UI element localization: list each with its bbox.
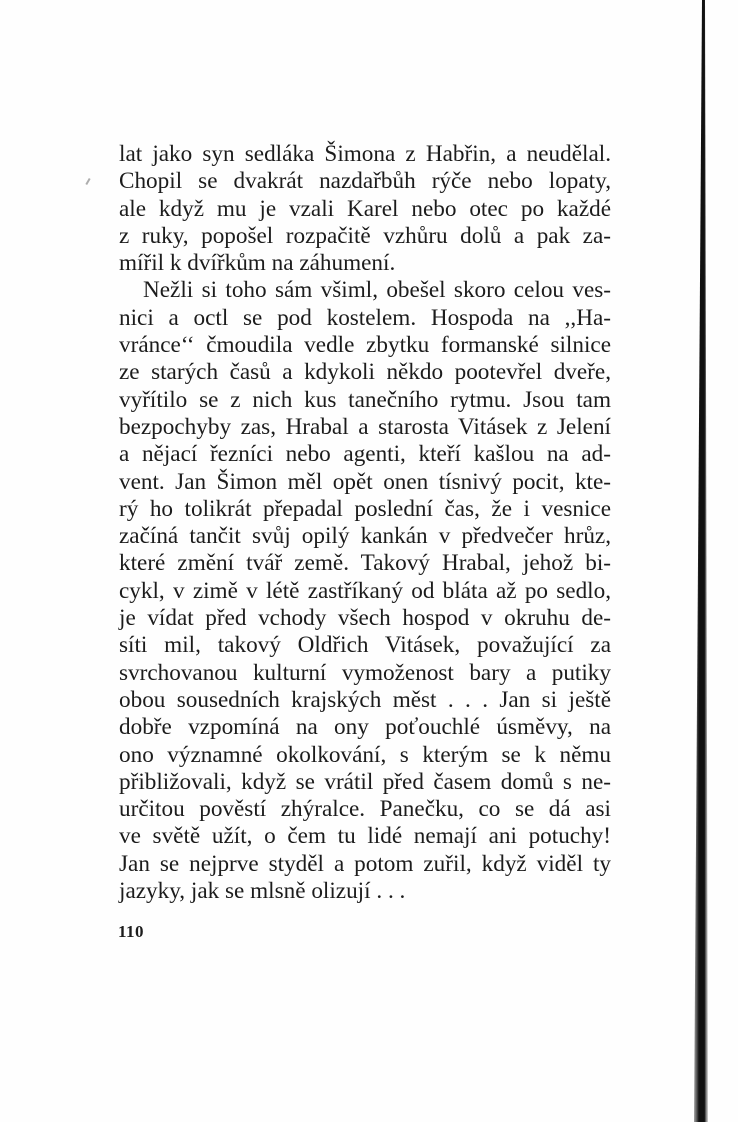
body-text <box>119 141 611 905</box>
text-line: nici a octl se pod kostelem. Hospoda na ,,Ha- <box>119 304 611 331</box>
text-line: je vídat před vchody všech hospod v okruhu de- <box>119 605 611 632</box>
text-line: začíná tančit svůj opilý kankán v předvečer hrůz, <box>119 523 611 550</box>
text-line: mířil k dvířkům na záhumení. <box>119 250 396 277</box>
text-line: přibližovali, když se vrátil před časem domů s ne- <box>119 768 611 795</box>
text-line: vyřítilo se z nich kus tanečního rytmu. Jsou tam <box>119 386 611 413</box>
margin-pencil-mark <box>85 178 90 185</box>
text-line: z ruky, popošel rozpačitě vzhůru dolů a pak za- <box>119 222 611 249</box>
text-line: lat jako syn sedláka Šimona z Habřin, a neudělal. <box>119 141 611 167</box>
page-number: 110 <box>118 922 145 941</box>
text-line: obou sousedních krajských měst . . . Jan si ještě <box>119 686 611 713</box>
paragraph-1 <box>119 141 611 277</box>
text-line: a nějací řezníci nebo agenti, kteří kašlou na ad- <box>119 441 611 468</box>
text-line: Nežli si toho sám všiml, obešel skoro celou ves- <box>143 277 611 304</box>
text-line: určitou pověstí zhýralce. Panečku, co se dá asi <box>119 796 611 823</box>
text-line: rý ho tolikrát přepadal poslední čas, že i vesnice <box>119 495 611 522</box>
binding-edge-shadow <box>693 0 709 1122</box>
text-line: dobře vzpomíná na ony poťouchlé úsměvy, na <box>119 714 611 741</box>
text-line: ono významné okolkování, s kterým se k němu <box>119 741 611 768</box>
text-line: Jan se nejprve styděl a potom zuřil, když viděl ty <box>119 850 611 877</box>
text-line: bezpochyby zas, Hrabal a starosta Vitásek z Jelení <box>119 413 611 440</box>
text-line: ze starých časů a kdykoli někdo pootevřel dveře, <box>119 359 611 386</box>
text-line: které změní tvář země. Takový Hrabal, jehož bi- <box>119 550 611 577</box>
text-line: svrchovanou kulturní vymoženost bary a putiky <box>119 659 611 686</box>
text-line: cykl, v zimě v létě zastříkaný od bláta až po sedlo, <box>119 577 611 604</box>
text-line: síti mil, takový Oldřich Vitásek, považující za <box>119 632 611 659</box>
text-line: jazyky, jak se mlsně olizují . . . <box>119 878 406 905</box>
text-line: vent. Jan Šimon měl opět onen tísnivý pocit, kte- <box>119 468 611 495</box>
text-line: Chopil se dvakrát nazdařbůh rýče nebo lopaty, <box>119 168 611 195</box>
text-line: ale když mu je vzali Karel nebo otec po každé <box>119 195 611 222</box>
paragraph-2 <box>119 277 611 905</box>
text-line: vránce‘‘ čmoudila vedle zbytku formanské silnice <box>119 332 611 359</box>
text-line: ve světě užít, o čem tu lidé nemají ani potuchy! <box>119 823 611 850</box>
